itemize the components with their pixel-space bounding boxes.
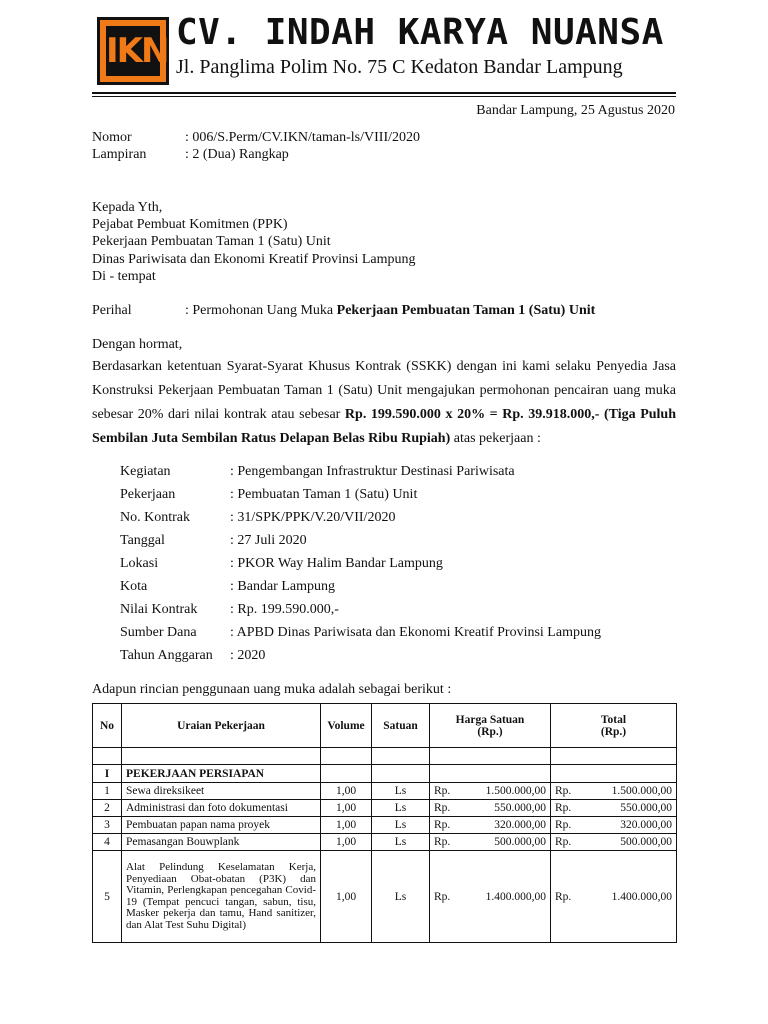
currency-label: Rp. — [555, 890, 572, 903]
meta-value-lampiran: : 2 (Dua) Rangkap — [185, 147, 289, 162]
row-uraian: Sewa direksikeet — [122, 783, 321, 800]
recipient-line: Di - tempat — [92, 269, 156, 284]
detail-value: : 31/SPK/PPK/V.20/VII/2020 — [230, 510, 396, 525]
recipient-line: Dinas Pariwisata dan Ekonomi Kreatif Provinsi Lampung — [92, 252, 416, 267]
header-divider — [92, 92, 676, 94]
meta-label-nomor: Nomor — [92, 130, 132, 145]
body-bold-amount: Rp. 199.590.000 x 20% = Rp. 39.918.000,- (Tiga Puluh Sembilan Juta Sembilan Ratus Delapan Belas Ribu Rupiah) — [92, 407, 676, 446]
row-total — [551, 851, 677, 943]
header-satuan: Satuan — [372, 704, 430, 748]
row-satuan: Ls — [372, 800, 430, 817]
row-harga-value: 550.000,00 — [494, 802, 546, 814]
table-header-row — [93, 704, 677, 748]
detail-label: Nilai Kontrak — [120, 602, 198, 617]
company-address: Jl. Panglima Polim No. 75 C Kedaton Bandar Lampung — [176, 56, 623, 78]
table-intro: Adapun rincian penggunaan uang muka adalah sebagai berikut : — [92, 682, 452, 697]
table-row — [93, 834, 677, 851]
row-satuan: Ls — [372, 834, 430, 851]
body-text-2: atas pekerjaan : — [450, 431, 541, 446]
table-row — [93, 817, 677, 834]
row-satuan: Ls — [372, 851, 430, 943]
detail-label: Kota — [120, 579, 148, 594]
row-total — [551, 834, 677, 851]
row-total — [551, 800, 677, 817]
row-harga — [430, 800, 551, 817]
section-title: PEKERJAAN PERSIAPAN — [122, 765, 321, 783]
detail-value: : Pengembangan Infrastruktur Destinasi Pariwisata — [230, 464, 515, 479]
row-volume: 1,00 — [321, 783, 372, 800]
row-harga — [430, 851, 551, 943]
cost-table — [92, 703, 677, 943]
meta-label-lampiran: Lampiran — [92, 147, 147, 162]
currency-label: Rp. — [555, 836, 572, 848]
meta-value-nomor: : 006/S.Perm/CV.IKN/taman-ls/VIII/2020 — [185, 130, 421, 145]
row-harga — [430, 834, 551, 851]
currency-label: Rp. — [434, 890, 451, 903]
currency-label: Rp. — [434, 785, 451, 797]
table-row — [93, 851, 677, 943]
subject-line — [185, 303, 595, 319]
header-no: No — [93, 704, 122, 748]
header-total — [551, 704, 677, 748]
detail-label: Kegiatan — [120, 464, 171, 479]
row-volume: 1,00 — [321, 817, 372, 834]
header-divider-thin — [92, 96, 676, 97]
table-row — [93, 800, 677, 817]
detail-value: : Bandar Lampung — [230, 579, 335, 594]
row-volume: 1,00 — [321, 851, 372, 943]
row-no: 2 — [93, 800, 122, 817]
currency-label: Rp. — [555, 785, 572, 797]
header-total-unit: (Rp.) — [600, 725, 627, 738]
row-total-value: 550.000,00 — [620, 802, 672, 814]
row-harga-value: 320.000,00 — [494, 819, 546, 831]
detail-label: Lokasi — [120, 556, 159, 571]
header-harga-unit: (Rp.) — [477, 725, 503, 738]
row-total-value: 320.000,00 — [620, 819, 672, 831]
row-volume: 1,00 — [321, 800, 372, 817]
detail-value: : 27 Juli 2020 — [230, 533, 307, 548]
company-name: CV. INDAH KARYA NUANSA — [176, 12, 664, 53]
row-harga — [430, 783, 551, 800]
section-no: I — [93, 765, 122, 783]
body-text-1: Berdasarkan ketentuan Syarat-Syarat Khusus Kontrak (SSKK) dengan ini kami selaku Penyedia Jasa Konstruksi Pekerjaan Pembuatan Taman 1 (Satu) Unit mengajukan permohonan pencairan uang muka sebesar 20% dari nilai kontrak atau sebesar — [92, 359, 676, 422]
row-uraian: Pemasangan Bouwplank — [122, 834, 321, 851]
detail-value: : APBD Dinas Pariwisata dan Ekonomi Kreatif Provinsi Lampung — [230, 625, 601, 640]
row-harga-value: 1.500.000,00 — [485, 785, 546, 797]
header-harga — [430, 704, 551, 748]
detail-value: : 2020 — [230, 648, 266, 663]
row-total — [551, 783, 677, 800]
header-uraian: Uraian Pekerjaan — [122, 704, 321, 748]
detail-label: Tanggal — [120, 533, 165, 548]
header-harga-label: Harga Satuan — [455, 713, 525, 726]
currency-label: Rp. — [434, 819, 451, 831]
row-uraian: Administrasi dan foto dokumentasi — [122, 800, 321, 817]
subject-label: Perihal — [92, 303, 132, 318]
currency-label: Rp. — [555, 819, 572, 831]
row-total-value: 500.000,00 — [620, 836, 672, 848]
row-total — [551, 817, 677, 834]
row-harga — [430, 817, 551, 834]
detail-label: Tahun Anggaran — [120, 648, 213, 663]
detail-label: Sumber Dana — [120, 625, 197, 640]
detail-value: : Rp. 199.590.000,- — [230, 602, 339, 617]
recipient-line: Pekerjaan Pembuatan Taman 1 (Satu) Unit — [92, 234, 331, 249]
row-no: 3 — [93, 817, 122, 834]
letter-date: Bandar Lampung, 25 Agustus 2020 — [476, 103, 675, 118]
row-total-value: 1.400.000,00 — [611, 890, 672, 903]
detail-label: No. Kontrak — [120, 510, 190, 525]
row-no: 1 — [93, 783, 122, 800]
row-volume: 1,00 — [321, 834, 372, 851]
header-volume: Volume — [321, 704, 372, 748]
logo-text: IKN — [106, 26, 160, 76]
row-no: 5 — [93, 851, 122, 943]
header-total-label: Total — [600, 713, 627, 726]
row-satuan: Ls — [372, 817, 430, 834]
row-uraian: Alat Pelindung Keselamatan Kerja, Penyediaan Obat-obatan (P3K) dan Vitamin, Perlengkapan pencegahan Covid-19 (Tempat pencuci tangan, sabun, tisu, Masker pekerja dan tamu, Hand sanitizer, dan Alat Test Suhu Digital) — [122, 851, 321, 943]
row-no: 4 — [93, 834, 122, 851]
currency-label: Rp. — [434, 836, 451, 848]
currency-label: Rp. — [555, 802, 572, 814]
table-spacer-row — [93, 748, 677, 765]
detail-value: : PKOR Way Halim Bandar Lampung — [230, 556, 443, 571]
recipient-line: Kepada Yth, — [92, 200, 163, 215]
row-uraian: Pembuatan papan nama proyek — [122, 817, 321, 834]
detail-value: : Pembuatan Taman 1 (Satu) Unit — [230, 487, 418, 502]
greeting: Dengan hormat, — [92, 337, 183, 352]
currency-label: Rp. — [434, 802, 451, 814]
table-row — [93, 783, 677, 800]
company-logo — [97, 17, 169, 85]
recipient-line: Pejabat Pembuat Komitmen (PPK) — [92, 217, 288, 232]
body-paragraph — [92, 355, 676, 451]
row-harga-value: 1.400.000,00 — [485, 890, 546, 903]
detail-label: Pekerjaan — [120, 487, 176, 502]
subject-prefix: : Permohonan Uang Muka — [185, 303, 337, 318]
table-section-row — [93, 765, 677, 783]
row-harga-value: 500.000,00 — [494, 836, 546, 848]
row-satuan: Ls — [372, 783, 430, 800]
subject-bold: Pekerjaan Pembuatan Taman 1 (Satu) Unit — [336, 303, 596, 318]
row-total-value: 1.500.000,00 — [611, 785, 672, 797]
